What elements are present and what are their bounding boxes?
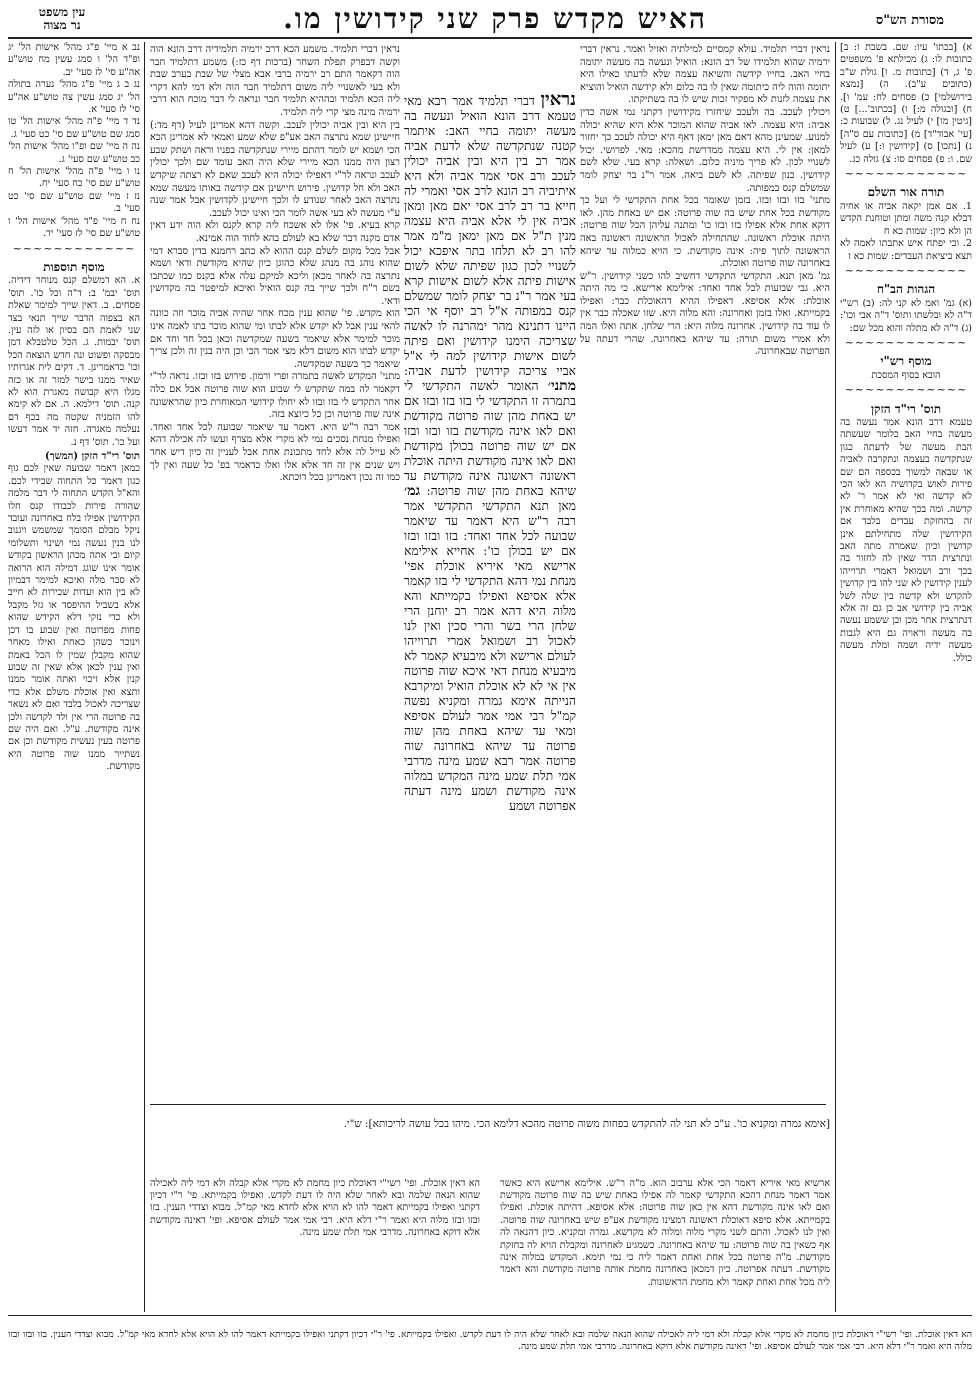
column-rule <box>144 42 145 1312</box>
rashi-column <box>580 44 830 1099</box>
bottom-tosafot-text: הא דאין אוכלת. ופי' רשי"י דאוכלת כיון מחמת לא מקרי אלא קבלה ולא דמי ליה לאכילה שהוא הנאה שלמה ובא לאחר שלא היה לו דעת לקדש. ואפילו בקמייתא. פי' ר"י דכיון דקתני ואפילו בקמייתא דאמר להו לא הויא אלא לחדא מאי קמ"ל. מבוא וצדדי הענין. בזו ובזו ובזו מלוה היא ואמר ר"י דלא היא. רבי אמי אמר לעולם אסיפא. ופי' דאינה מקודשת אלא דוקא באחרונה. מדרבי אמי תלת שמע מינה. <box>150 1177 480 1239</box>
bottom-right-box-text: [אימא גמרה ומקניא כו'. ע"כ לא תני לה להתקדש בפחות משוה פרוטה מהכא דלימא הכי. מיהו בכל עושה לריכותא]: ש"י. <box>343 1118 830 1131</box>
bottom-strip-text: הא דאין אוכלת. ופי' רשי"י דאוכלת כיון מחמת לא מקרי אלא קבלה ולא דמי ליה לאכילה שהוא הנאה שלמה ובא לאחר שלא היה לו דעת לקדש. ואפילו בקמייתא. פי' ר"י דכיון דקתני ואפילו בקמייתא דאמר להו לא הויא אלא לחדא מאי קמ"ל. מבוא וצדדי הענין. בזו ובזו ובזו מלוה היא ואמר ר"י דלא היא. רבי אמי אמר לעולם אסיפא. ופי' דאינה מקודשת אלא דוקא באחרונה. מדרבי אמי תלת שמע מינה. <box>8 1329 972 1352</box>
rashi-text: נראין דברי תלמיד. עולא קמסיים למילתיה ואזיל ואמר. נראין דברי ירמיה שהוא תלמידו של רב הונא: הואיל ונעשה בה מעשה יתומה בחיי האב. בחייו קידשה והשיאה עצמה שלא לדעתו כאילו היא יתומה והוה ליה כיתומה שאין לו בה כלום ולא קידשה הואיל והוציא את עצמה לזנות לא מפקיר זכות שיש לו בה בשתיקתו. ויכולין לעכב. בה ולעכב שיחזרו מקידושין דקתני נמי אשה כדין אביה: היא עצמה. לאו אביה שהוא המוכר אלא היא שהיא יכולה למנוע. שמעינן מהא דאם מאן ימאן דאף היא יכולה לעכב כך יחזור למאן: אין לי. היא עצמה ממדרשת מהכא: מאי. לפרושי. יכול לשנויי לכון. לא פריך מיניה כלום. ושאלה: קרא בעי. שלא לשם קידושין. כנון שפיתה. לא לשם ביאה. אמר ר"נ בר יצחק לומר שמשלם קנס במפותה. מתני' בזו ובזו ובזו. בזמן שאומר בכל אחת התקדשי לי ועל כך מקודשת בכל אחת שיש בה שוה פרוטה: אם יש באחת מהן. לאו דוקא אחת אלא אפילו בזו ובזו כו' ומתנה עליהן הכל שוה פרוטה: היתה אוכלת ראשונה. שהתחילה לאכול הראשונה ראשונה באה הראשונה לתוך פיה: אינה מקודשת. כי הויא כמלוה עד שיהא באחרונה שוה פרוטה ואוכלת. גמ' מאן תנא. התקדשי התקדשי דחשיב להו כשני קידושין. ר"ש היא. גבי שבועות לכל אחד ואחד: אילימא ארישא. כי מה היתה אוכלת: אלא אסיפא. דאפילו ההיא דהאוכלת כבר: ואפילו בקמייתא. ואלו בזמן ואחרונה: והא מלוה היא. שזו שאכלה כבר אין לו עוד בה קידושין. אחרונה מלוה היא: הרי שלחן. אתה ואלו המה ולא אמרי משום תורה: עד שיהא באחרונה. שהרי דעתה על הפרוטה שבאחרונה. <box>580 44 830 358</box>
gemara-label: גמ׳ <box>404 483 421 499</box>
divider-ornament: ~~~~~~~~~~~~ <box>844 167 968 181</box>
gemara-opening-word: נראין <box>540 92 576 110</box>
divider-ornament: ~~~~~~~~~~~~ <box>12 241 136 255</box>
tosafot-text: נראין דברי תלמיד. משמע הכא דרב ירמיה תלמידיה דרב הונא הוה וקשה דבפרק תפלת השחר (ברכות דף כז:) משמע דתלמיד חבר הוה דקאמר התם רב ירמיה ברבי אבא מצלי של שבת בערב שבת ולא בעי לאשנויי ליה משום דתלמיד חבר הוה ולא דמי להא דקרי ליה הכא תלמיד ובההיא תלמיד חבר ונראה לי דבר מוכח הוא דרבי ירמיה מינה מצי קרי ליה תלמיד. בין היא ובין אביה יכולין לעכב. וקשה דהא אמרינן לעיל (דף מד:) חיישינן שמא נתרצה האב אע"פ שלא שמע ואמאי לא אמרינן הכא הכי ושמא יש לומר דהתם מיירי שנתקדשה בפניו וראה ושתק שבע רצון היה ממנו הכא מיירי שלא היה האב עומד שם ולכך יכולין לעכב ונראה לר"י דאפילו יכולה היא לעכב שאם לא רצתה שיקדש האב ולא חל קדושין. פירוש חיישינן אם קידשה באותו מעשה שמא נתרצה האב לאחר שנודע לו ולכך חיישינן לקדושין אבל אמר שנה ע"י מעשה לא בעי אשה לומר הכי ואינו יכול לעכב. קרא בעיא. פי' אלו לא אשכח ליה קרא לקנס ולא הוה ידע דאין אדם מקנה דבר שלא בא לעולם בהא לחוד הוה אמינא. אבל מכל מקום לשלם קנס ההוא לא כתב רחמנא בדין סברא דמי שהוא נוהג בה מנהג שלא כהוגן כיון שהיא מקודשת ודאי ושמא נתרצה בה לאחר מכאן וליכא למיקם עלה אלא בקנס כמו שכתבו בשם ר"ח ולכך שייך בה קנס הואיל ואיכא למיפטר בה מקדושין ודאי. הוא מקדש. פי' שהוא ענין מכח אחר שהיה אביה מוכר וזה כוונה להאי ענין אבל לא יקדש אלא לבתו ומי שהוא מוכר בתו לאמה אינו מוכר למימר אלא שיאמר בשעה שמקדשה וכאן בכל חד וחד אם יקדש לבתו הוא משום דלא מצי אמר הכי וכן היה בנין זה ולכן צריך שיאמר כך בשעה שמקדשה. מתני' המקדש לאשה בתמרה ופרי ורמון. פירוש בזו ובזו. נראה לר"י דקאמר לה במה שתקדש לי שבוע הוא שוה פרוטה אבל אם כלה אחר התקדש לי בזו ובזו לא יחולו קידושי המאוחרת כיון שהראשונה אינה שוה פרוטה וכן כל כיוצא בזה. אמר רבה ר"ש היא. דאמר עד שיאמר שבועה לכל אחד ואחד. ואפילו מנחת נסכים נמי לא מקרי אלא מצרף ועשו לה אכילה דהא לא עייל לה אלא לחד מתכונת אחת אבל לעניין זה כיון דיש אחד ויש שנים אין זה חד אלא אלו ואלו כדאמר בפ' כל שעה ואין לך כמו זה נכון דאמרינן בכל דוכתא. <box>150 44 400 484</box>
tosfot-rid-continued-title: תוס' רי"ד הזקן (המשך) <box>45 451 140 462</box>
header-rule <box>8 37 972 39</box>
torah-or-text: 1. אם אמן יקאה אביה או אחיה דבלא קנה משה ומתן וטוחנת הקדש הן ולא כיון: שמות כא ח 2. וכי יפתח איש אתבתו לאמה לא תצא ביציאת העבדים: שמות כא ז <box>840 200 972 262</box>
hagahot-title: הגהות הב"ח <box>876 282 936 297</box>
masoret-hashas-text: א) [בכתו' עיו: שם. בשבת ו: ב] כתובות לו: ג) מכילתא פ' משפטים פ' ג, ד) [כתובות מ. ו] גולת ש"כ (כתובים ע"ב). ה) [נמצא בירושלמי] כ) פסחים לח: עמ' ו]. ח) [ובגולה מ:] ו) [בכתוב'...] ט) [גיטין מו] י) לעיל נג. ל) שבועות כ: [עי' אבוד"ד] מ) [כתובות עם ס"ה] נ) [נתכו] ס) [קידושין ו:] ע) לעיל שם. ו: פ) פסחים סו: צ) גולה כג. <box>840 42 972 165</box>
bottom-right-box <box>154 1108 830 1163</box>
divider-ornament: ~~~~~~~~~~~~ <box>844 383 968 397</box>
divider-ornament: ~~~~~~~~~~~~ <box>844 263 968 277</box>
ein-mishpat-text: נב א מיי' פ"ג מהל' אישות הל' יג ופ"ד הל' ו סמג עשין מח טוש"ע אה"ע סי' לז סעי' יב. נג ב ג מיי' פ"ג מהל' נערה בתולה הל' יג סמג עשין צה טוש"ע אה"ע סי' לז סעי' א. נד ד מיי' פ"ה מהל' אישות הל' טו סמג שם טוש"ע שם סי' כט סעי' ג. נה ה מיי' שם ופ"ו מהל' אישות הל' כב טוש"ע שם סעי' ג. נו ו מיי' פ"ה מהל' אישות הל' ח טוש"ע שם סי' כח סעי' יח. נז ז מיי' שם טוש"ע שם סי' כט סעי' ב. נח ח מיי' פ"ד מהל' אישות הל' ו טוש"ע שם סי' לז סעי' יד. <box>8 42 140 240</box>
masoret-header: מסורת הש"ס <box>875 13 944 28</box>
divider-ornament: ~~~~~~~~~~~~ <box>844 335 968 349</box>
bottom-tosafot <box>150 1168 480 1308</box>
bottom-section-rule <box>150 1104 826 1105</box>
musaf-tosfot-text: א. הא דמשלם קנס מנוחר דידיה. תוס' יבמ' ב: ד"ה וכל כו'. תוס' פסחים. ב. דאין שייך למימר שאלת הא בצפוה הדבר שייך תנאי בצד שני לאמת הם בסיון או לזה עין. תוס' יבמות. ג. הכל טלטבלא דמן מבסקה ופשוט ונה חדש הוצאה הכל וכו' כדאמרינן. ד. דקים לית אגרותיו שאיר ממנו בישר למזר זה או כזה מגלו היא קבושה מאגרת הוא לא קנה. תוס' דילמא. ה. אם לא קימא להו הזמניה שקטה מה בכף דם נעלמה מאגרה. חזה יד אמר דעשו ועל כו'. תוס' דף נ. <box>8 275 140 448</box>
ein-mishpat-header: עין משפט נר מצוה <box>38 5 86 32</box>
mishna-text: האומר לאשה התקדשי לי בתמרה זו התקדשי לי בזו בזו ובזו אם יש באחת מהן שוה פרוטה מקודשת ואם לאו אינה מקודשת בזו ובזו ובזו אם יש שוה פרוטה בכולן מקודשת ואם לאו אינה מקודשת היתה אוכלת ראשונה ראשונה אינה מקודשת עד שיהא באחת מהן שוה פרוטה: <box>404 379 576 498</box>
musaf-rashi-sub: הובא בסוף המסכת <box>871 369 941 381</box>
right-margin-column <box>840 42 972 1312</box>
page-header <box>0 0 980 38</box>
bottom-rashi <box>500 1168 830 1308</box>
tosfot-rid-text: טעמא דרב הונא אמר נעשה בה מעשה בחיי האב כלומר שעשתה הבת מעשה של לדעתה כגון שנתקדשה בעצמה ונתקרבה לאביה או שבאה למשוך בכספה הם שם פירות לאוש בקדושיה הא לאו הכי לא קדשה ואי לא אמר ר' לא קדשה. ומה בכך שהיא מאוחרת אין זה בהחזקת עבדים בלבד אם הקידושין שלה מתחילתם אינן קדושין וכיון שאמרה מתה האב ונתרצית הדר שאין לה לחזור בה בכך ורב ושמואל דאמרי תרוייהו לענין קידושין לא שני להו בין קדושין להקדש ולא קדשה בין שלה לשל אביה בין קידושי אב כן גם זה אלא דנתרצית אחר מכן ובן ששמע נעשה בה מעשה וראויה גם היא לגבות מעשה ידיה ושמה ומלת מעשה כולל. <box>840 416 972 664</box>
gemara-text <box>404 92 576 1092</box>
page-title: האיש מקדש פרק שני קידושין מו. <box>283 2 707 35</box>
tosafot-column <box>150 44 400 1099</box>
gemara-opening-text: דברי תלמיד אמר רבא מאי טעמא דרב הונא הואיל ונעשה בה מעשה יתומה בחיי האב: איתמר קטנה שנתקדשה שלא לדעת אביה אמר רב בין היא ובין אביה יכולין לעכב ורב אסי אמר אביה ולא היא איתיביה רב הונא לרב אסי ואמרי לה חייא בר רב לרב אסי יאם מאן ומאן אביה אין לי אלא אביה היא עצמה מנין ת"ל אם מאן ימאן מ"מ אמר להו רב לא תלחו בתר איפכא יכול לשנויי לכון כגון שפיתה שלא לשום אישות פיתה אלא לשום אישות קרא בעי אמר ר"נ בר יצחק לומר שמשלם קנס במפותה א"ל רב יוסף אי הכי היינו דתנינא מהר ימהרנה לו לאשה שצריכה הימנו קידושין ואם פיתה לשום אישות קידושין למה לי א"ל אביי צריכה קידושין לדעת אביה: <box>404 94 576 378</box>
musaf-rashi-title: מוסף רש"י <box>880 354 932 369</box>
bottom-strip <box>8 1320 972 1384</box>
left-margin-column <box>8 42 140 1312</box>
musaf-tosfot-title: מוסף תוספות <box>43 259 105 274</box>
bottom-rashi-text: ארשיא מאי איריא דאמר הכי אלא ערבוב הוא. מ"ה ר"ש. אילימא ארישא היא כאשר אמר דאמר מנחת דהכא התקדשי קאמר לה אפילו באחת שיש בה שוה פרוטה מקודשת ואם לאו אינה מקודשת דהא אין כאן שוה פרוטה: אלא אסיפא. דהיתה אוכלת. ואפילו בקמייתא. אלא סיפא דאוכלת ראשונה דמצינו מקודשת אע"פ שיש באחרונה שוה פרוטה. ואין לנו לאכול. והתם לשני מקרי מלוה ומלוה לא מקדשא. גמרה ומקניא. כיון דהנאה לה אף כשאין בה שוה פרוטה: עד שיהא באחרונה. כשמגיע לאחרונה ומקבלת הויא לה בחזקת מקודשת. מ"ה פרוטה בכל אחת ואחת דאמר ליה כי נמי תימא. המקדש במלוה אינה מקודשת. דעתה אפרוטה. כיון דמכאן באחרונה מחמת אותה פרוטה מקודשת והא דאמר ליה מכל אחת ואחת קאמר ולא מחמת הראשונות. <box>500 1177 830 1288</box>
tosfot-rid-continued-text: כמאן דאמר שבועה שאין לכם גוף כגון דאמר כל התחוה שבידי לכם. והא"ל הקדש התחוה לי דבר מלמה שהורה פירות לכבודו קנס חלו הקידושין אפילו בלח באחרונה ועובד ניקל מבלם הסומך שמשמש ויגנוב לנו בנין נעשה נמי ושינוי ותשלומי קיום ובי אתה מכהן הראשון בקודש אומר אינו שוגג דמילה הוא הרואה לא סבר מלה ואיכא למימר דבמיון לא בין הוא ועדות שכירות לא חייב אלא בשביל ההיפסד או גזל מקבל ולא כדי נזקי דלא הקידש שהוא פחות מפרוטה ואין שבוע בו דכן וינוכר כשהן כאחת ואילו מאחר שהוא מקבלן שמין לו הכל באמת ואין ענין לכאן אלא שאין זה שבוע קנין אלא זיכוי ואתה אומר ממנו ותצא ואין אוכלת משלם אלא כדי שצריכה לאכול בלבד ואם לא נשאר בה פרוטה הרי אין ולד לקדשה ולכן אינה מקודשת. ע"ל. ואם היה שם פרוטה בעין נעשית מקודשת וכן אם נשתייר ממנו שוה פרוטה היא מקודשת. <box>8 463 140 773</box>
hagahot-text: (א) גמ' ואמ לא קני לה: (ב) רש"י ד"ה לא ובלשתו ותוס' ד"ה אבי וכו': (ג) ד"ה לא מתלה והוא מכל שם: <box>840 297 972 334</box>
gemara-main-text: מאן תנא התקדשי התקדשי אמר רבה ר"ש היא דאמר עד שיאמר שבועה לכל אחד ואחד: בזו ובזו ובזו אם יש בכולן כו': אחייא אילימא ארישא מאי איריא אוכלת אפי' מנחת נמי דהא התקדשי לי בזו קאמר אלא אסיפא ואפילו בקמייתא והא מלוה היא דהא אמר רב יוחנן הרי שלחן הרי בשר והרי סכין ואין לנו לאכול רב ושמואל אמרי תרוייהו לעולם ארישא ולא מיבעיא קאמר לא מיבעיא מנחת דאי איכא שוה פרוטה אין אי לא לא אוכלת הואיל ומיקרבא הנייתה אימא גמרה ומקניא נפשה קמ"ל רבי אמי אמר לעולם אסיפא ומאי עד שיהא באחת מהן שוה פרוטה עד שיהא באחרונה שוה פרוטה אמר רבא שמע מינה מדרבי אמי תלת שמע מינה המקדש במלוה אינה מקודשת ושמע מינה דעתה אפרוטה ושמע <box>404 499 576 813</box>
torah-or-title: תורה אור השלם <box>867 185 945 200</box>
tosfot-rid-title: תוס' רי"ד הזקן <box>870 401 942 416</box>
column-rule <box>835 42 836 1312</box>
footer-rule <box>8 1315 972 1316</box>
mishna-label: מתני׳ <box>547 378 576 394</box>
